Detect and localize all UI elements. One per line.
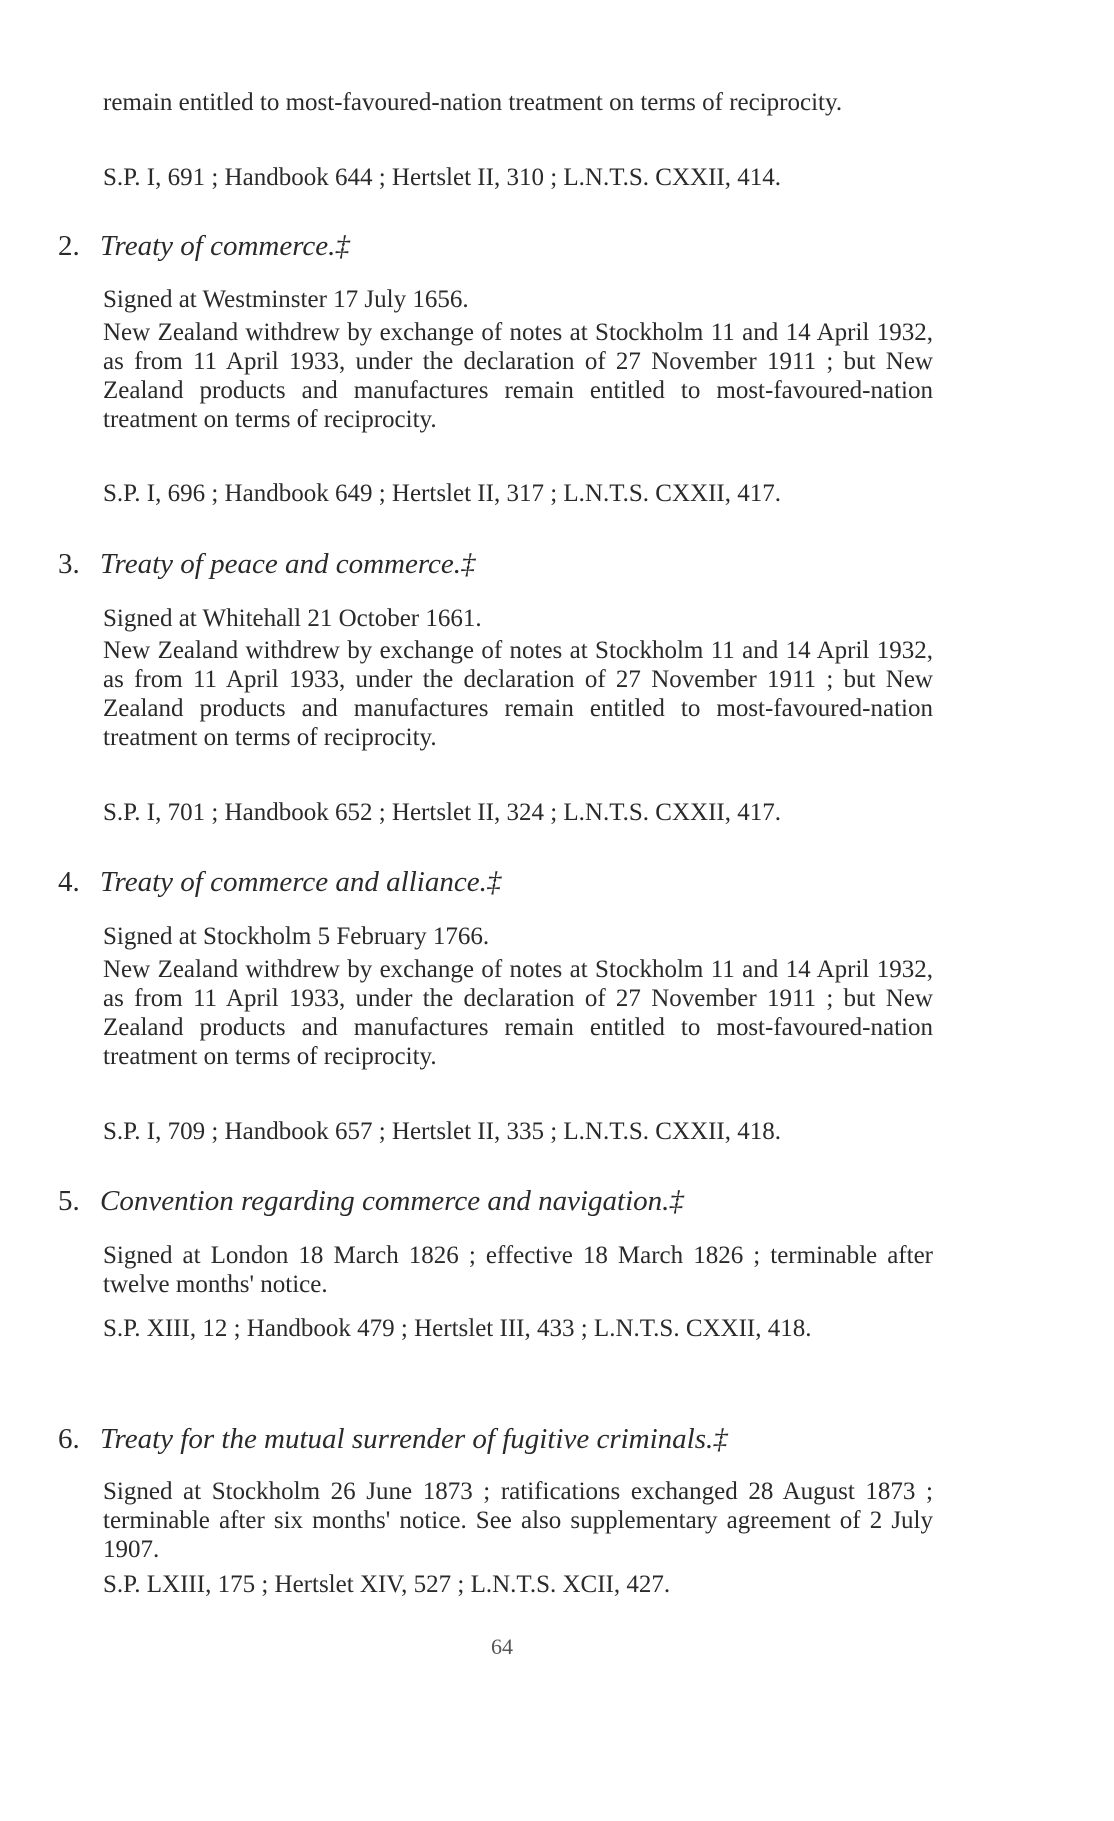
entry-2-signed: Signed at Westminster 17 July 1656. — [103, 286, 469, 313]
entry-3-signed: Signed at Whitehall 21 October 1661. — [103, 605, 482, 632]
entry-title: Treaty of commerce.‡ — [100, 230, 350, 262]
intro-continuation-text: remain entitled to most-favoured-nation treatment on terms of reciprocity. — [103, 89, 843, 116]
entry-2-heading — [58, 229, 350, 263]
entry-6-references: S.P. LXIII, 175 ; Hertslet XIV, 527 ; L.N.T.S. XCII, 427. — [103, 1571, 671, 1598]
entry-6-heading — [58, 1422, 728, 1456]
entry-2-references: S.P. I, 696 ; Handbook 649 ; Hertslet II, 317 ; L.N.T.S. CXXII, 417. — [103, 480, 781, 507]
entry-3-note: New Zealand withdrew by exchange of notes at Stockholm 11 and 14 April 1932, as from 11 April 1933, under the declaration of 27 November 1911 ; but New Zealand products and manufactures remain entitled to most-favoured-nation treatment on terms of reciprocity. — [103, 637, 933, 751]
entry-3-references: S.P. I, 701 ; Handbook 652 ; Hertslet II, 324 ; L.N.T.S. CXXII, 417. — [103, 799, 781, 826]
entry-title: Treaty of peace and commerce.‡ — [100, 548, 476, 580]
entry-4-heading — [58, 865, 501, 899]
entry-3-heading — [58, 547, 476, 581]
entry-title: Treaty for the mutual surrender of fugitive criminals.‡ — [100, 1423, 728, 1455]
entry-4-note: New Zealand withdrew by exchange of notes at Stockholm 11 and 14 April 1932, as from 11 April 1933, under the declaration of 27 November 1911 ; but New Zealand products and manufactures remain entitled to most-favoured-nation treatment on terms of reciprocity. — [103, 956, 933, 1070]
entry-6-signed: Signed at Stockholm 26 June 1873 ; ratifications exchanged 28 August 1873 ; terminable after six months' notice. See also supplementary agreement of 2 July 1907. — [103, 1478, 933, 1563]
entry-title: Treaty of commerce and alliance.‡ — [100, 866, 502, 898]
intro-references: S.P. I, 691 ; Handbook 644 ; Hertslet II, 310 ; L.N.T.S. CXXII, 414. — [103, 164, 781, 191]
entry-4-references: S.P. I, 709 ; Handbook 657 ; Hertslet II, 335 ; L.N.T.S. CXXII, 418. — [103, 1118, 781, 1145]
entry-5-references: S.P. XIII, 12 ; Handbook 479 ; Hertslet III, 433 ; L.N.T.S. CXXII, 418. — [103, 1315, 812, 1342]
entry-number: 5. — [58, 1185, 80, 1217]
entry-5-heading — [58, 1184, 684, 1218]
entry-2-note: New Zealand withdrew by exchange of notes at Stockholm 11 and 14 April 1932, as from 11 April 1933, under the declaration of 27 November 1911 ; but New Zealand products and manufactures remain entitled to most-favoured-nation treatment on terms of reciprocity. — [103, 319, 933, 433]
entry-number: 6. — [58, 1423, 80, 1455]
entry-4-signed: Signed at Stockholm 5 February 1766. — [103, 923, 490, 950]
entry-title: Convention regarding commerce and navigation.‡ — [100, 1185, 684, 1217]
entry-number: 4. — [58, 866, 80, 898]
entry-number: 2. — [58, 230, 80, 262]
entry-number: 3. — [58, 548, 80, 580]
entry-5-signed: Signed at London 18 March 1826 ; effective 18 March 1826 ; terminable after twelve months' notice. — [103, 1242, 933, 1298]
page-number: 64 — [491, 1634, 513, 1659]
